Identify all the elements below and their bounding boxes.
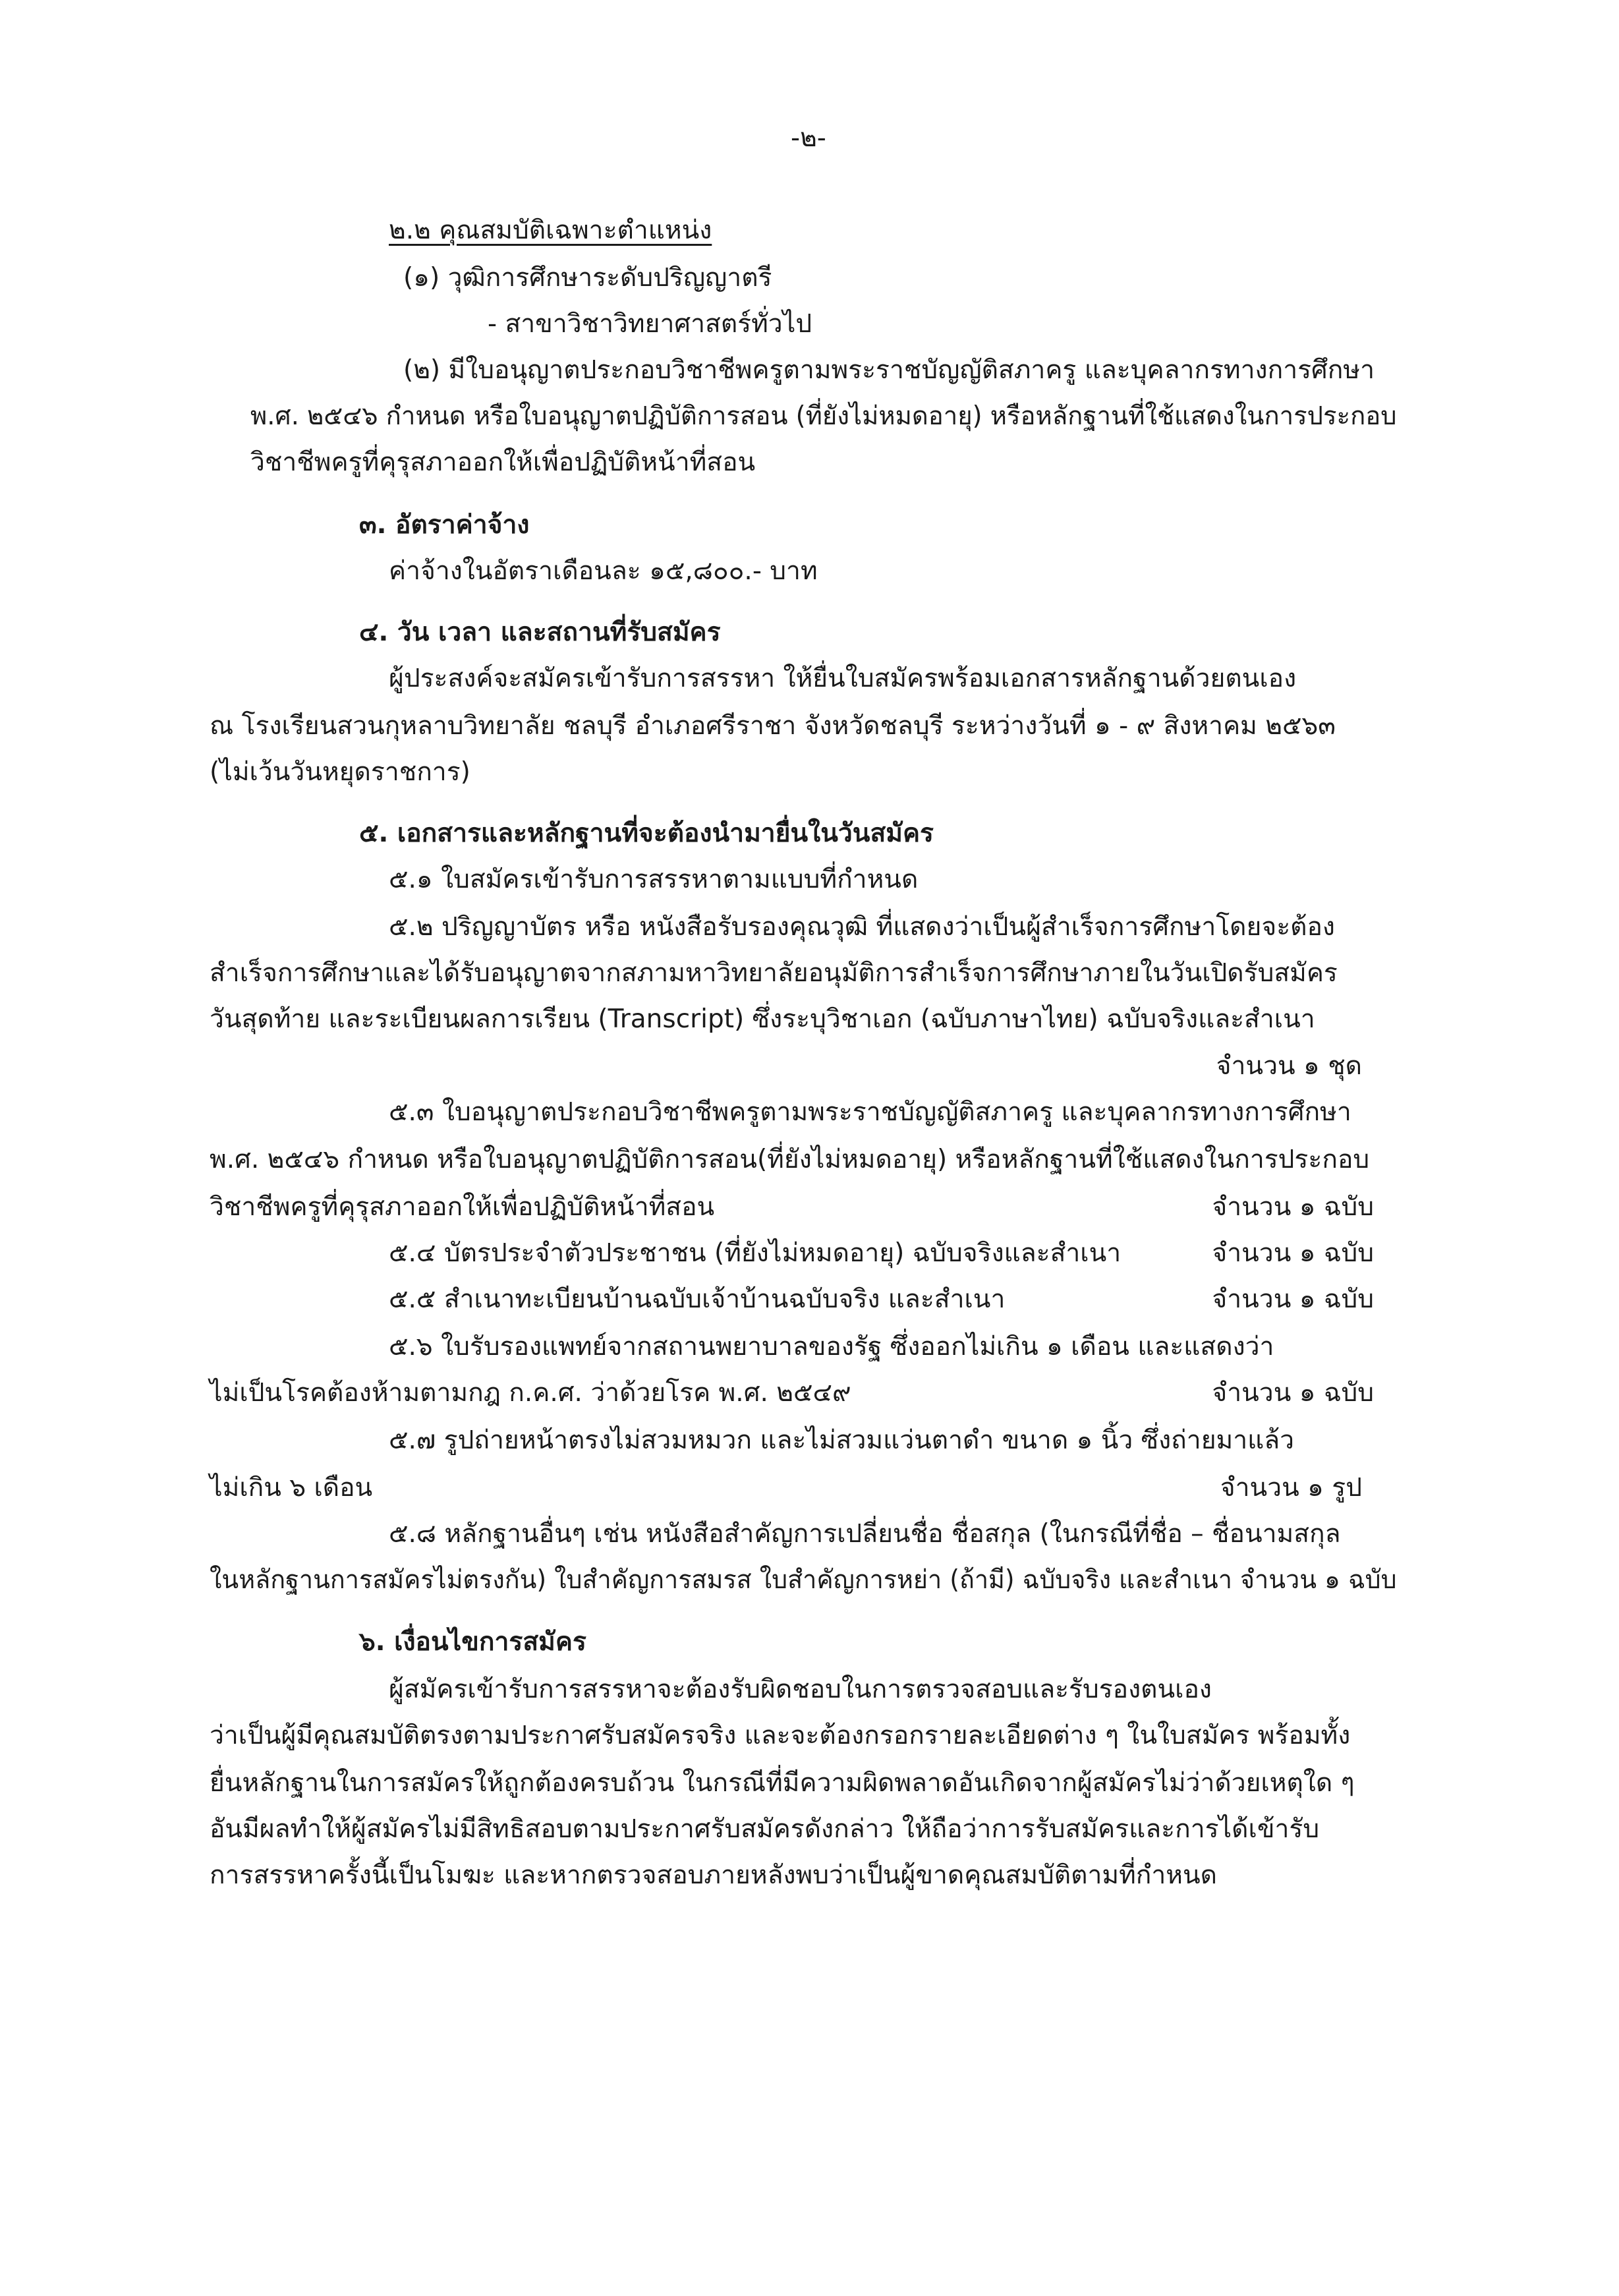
s22-item-1-sub: - สาขาวิชาวิทยาศาสตร์ทั่วไป <box>488 309 812 339</box>
s5-item-7-line-1: ๕.๗ รูปถ่ายหน้าตรงไม่สวมหมวก และไม่สวมแว่นตาดำ ขนาด ๑ นิ้ว ซึ่งถ่ายมาแล้ว <box>389 1425 1295 1455</box>
s5-item-5-quantity: จำนวน ๑ ฉบับ <box>1212 1284 1374 1314</box>
s22-heading: ๒.๒ คุณสมบัติเฉพาะตำแหน่ง <box>389 215 712 245</box>
s3-heading: ๓. อัตราค่าจ้าง <box>359 510 530 540</box>
s4-line-2: ณ โรงเรียนสวนกุหลาบวิทยาลัย ชลบุรี อำเภอศรีราชา จังหวัดชลบุรี ระหว่างวันที่ ๑ - ๙ สิงหาคม ๒๕๖๓ <box>210 711 1336 741</box>
s4-line-3: (ไม่เว้นวันหยุดราชการ) <box>210 757 470 787</box>
s22-item-1: (๑) วุฒิการศึกษาระดับปริญญาตรี <box>403 263 772 293</box>
s5-item-8-line-1: ๕.๘ หลักฐานอื่นๆ เช่น หนังสือสำคัญการเปลี่ยนชื่อ ชื่อสกุล (ในกรณีที่ชื่อ – ชื่อนามสกุล <box>389 1519 1341 1549</box>
s5-item-2-line-2: สำเร็จการศึกษาและได้รับอนุญาตจากสภามหาวิทยาลัยอนุมัติการสำเร็จการศึกษาภายในวันเปิดรับสมัคร <box>210 958 1338 988</box>
s6-line-5: การสรรหาครั้งนี้เป็นโมฆะ และหากตรวจสอบภายหลังพบว่าเป็นผู้ขาดคุณสมบัติตามที่กำหนด <box>210 1860 1217 1890</box>
s3-wage: ค่าจ้างในอัตราเดือนละ ๑๕,๘๐๐.- บาท <box>389 556 818 586</box>
s5-item-2-line-1: ๕.๒ ปริญญาบัตร หรือ หนังสือรับรองคุณวุฒิ ที่แสดงว่าเป็นผู้สำเร็จการศึกษาโดยจะต้อง <box>389 912 1335 942</box>
s5-item-3-line-1: ๕.๓ ใบอนุญาตประกอบวิชาชีพครูตามพระราชบัญญัติสภาครู และบุคลากรทางการศึกษา <box>389 1097 1351 1127</box>
s6-heading: ๖. เงื่อนไขการสมัคร <box>359 1627 586 1657</box>
s5-item-3-quantity: จำนวน ๑ ฉบับ <box>1212 1192 1374 1222</box>
page-number: -๒- <box>791 123 826 153</box>
s5-item-6-line-1: ๕.๖ ใบรับรองแพทย์จากสถานพยาบาลของรัฐ ซึ่งออกไม่เกิน ๑ เดือน และแสดงว่า <box>389 1332 1274 1362</box>
s5-heading: ๕. เอกสารและหลักฐานที่จะต้องนำมายื่นในวันสมัคร <box>359 818 934 848</box>
s5-item-8-line-2: ในหลักฐานการสมัครไม่ตรงกัน) ใบสำคัญการสมรส ใบสำคัญการหย่า (ถ้ามี) ฉบับจริง และสำเนา จำนวน ๑ ฉบับ <box>210 1565 1397 1595</box>
s5-item-7-quantity: จำนวน ๑ รูป <box>1220 1473 1362 1503</box>
s6-line-3: ยื่นหลักฐานในการสมัครให้ถูกต้องครบถ้วน ในกรณีที่มีความผิดพลาดอันเกิดจากผู้สมัครไม่ว่าด้วยเหตุใด ๆ <box>210 1768 1355 1798</box>
s5-item-4-quantity: จำนวน ๑ ฉบับ <box>1212 1238 1374 1268</box>
s5-item-2-quantity: จำนวน ๑ ชุด <box>1216 1051 1362 1081</box>
s22-item-2-line-3: วิชาชีพครูที่คุรุสภาออกให้เพื่อปฏิบัติหน้าที่สอน <box>250 447 756 477</box>
s4-line-1: ผู้ประสงค์จะสมัครเข้ารับการสรรหา ให้ยื่นใบสมัครพร้อมเอกสารหลักฐานด้วยตนเอง <box>389 664 1297 693</box>
s6-line-4: อันมีผลทำให้ผู้สมัครไม่มีสิทธิสอบตามประกาศรับสมัครดังกล่าว ให้ถือว่าการรับสมัครและการได้เข้ารับ <box>210 1814 1320 1844</box>
s5-item-3-line-3: วิชาชีพครูที่คุรุสภาออกให้เพื่อปฏิบัติหน้าที่สอน <box>210 1192 715 1222</box>
s5-item-1: ๕.๑ ใบสมัครเข้ารับการสรรหาตามแบบที่กำหนด <box>389 865 919 894</box>
s5-item-7-line-2: ไม่เกิน ๖ เดือน <box>210 1473 373 1503</box>
s22-item-2-line-2: พ.ศ. ๒๕๔๖ กำหนด หรือใบอนุญาตปฏิบัติการสอน (ที่ยังไม่หมดอายุ) หรือหลักฐานที่ใช้แสดงในการประกอบ <box>250 401 1397 431</box>
s5-item-5: ๕.๕ สำเนาทะเบียนบ้านฉบับเจ้าบ้านฉบับจริง และสำเนา <box>389 1284 1006 1314</box>
s5-item-4: ๕.๔ บัตรประจำตัวประชาชน (ที่ยังไม่หมดอายุ) ฉบับจริงและสำเนา <box>389 1238 1122 1268</box>
s5-item-3-line-2: พ.ศ. ๒๕๔๖ กำหนด หรือใบอนุญาตปฏิบัติการสอน(ที่ยังไม่หมดอายุ) หรือหลักฐานที่ใช้แสดงในการประกอบ <box>210 1145 1370 1174</box>
s6-line-1: ผู้สมัครเข้ารับการสรรหาจะต้องรับผิดชอบในการตรวจสอบและรับรองตนเอง <box>389 1675 1212 1704</box>
s4-heading: ๔. วัน เวลา และสถานที่รับสมัคร <box>359 617 721 647</box>
s5-item-6-quantity: จำนวน ๑ ฉบับ <box>1212 1378 1374 1408</box>
s5-item-6-line-2: ไม่เป็นโรคต้องห้ามตามกฎ ก.ค.ศ. ว่าด้วยโรค พ.ศ. ๒๕๔๙ <box>210 1378 851 1408</box>
s5-item-2-line-3: วันสุดท้าย และระเบียนผลการเรียน (Transcript) ซึ่งระบุวิชาเอก (ฉบับภาษาไทย) ฉบับจริงและสำเนา <box>210 1004 1315 1034</box>
s6-line-2: ว่าเป็นผู้มีคุณสมบัติตรงตามประกาศรับสมัครจริง และจะต้องกรอกรายละเอียดต่าง ๆ ในใบสมัคร พร้อมทั้ง <box>210 1721 1351 1750</box>
s22-item-2-line-1: (๒) มีใบอนุญาตประกอบวิชาชีพครูตามพระราชบัญญัติสภาครู และบุคลากรทางการศึกษา <box>403 355 1375 385</box>
